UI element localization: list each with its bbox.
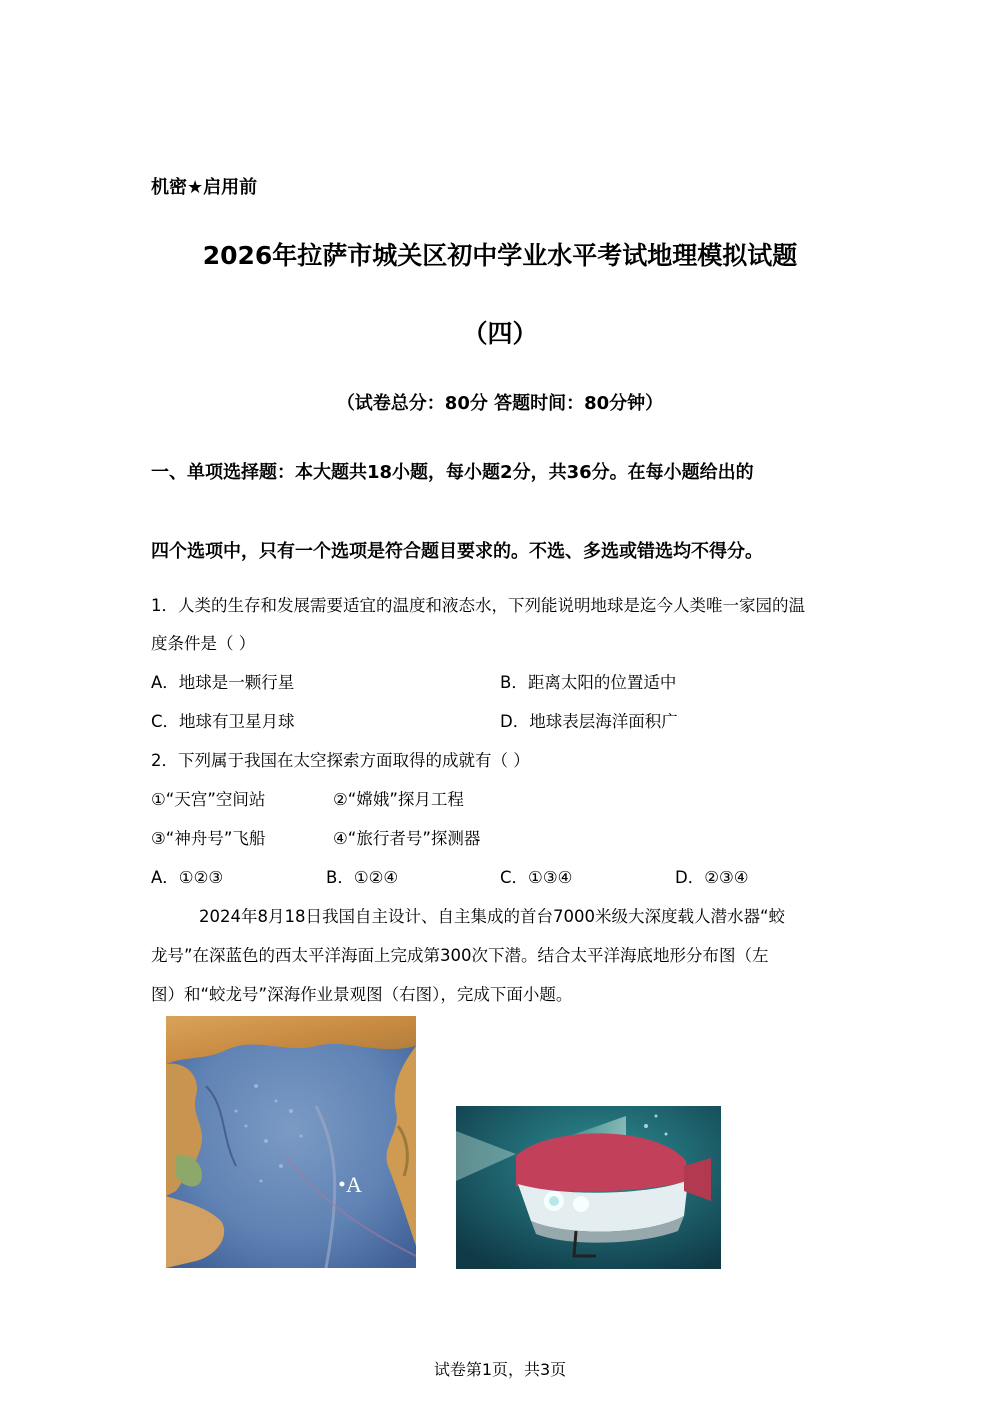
question-1-stem-line1: 1．人类的生存和发展需要适宜的温度和液态水，下列能说明地球是迄今人类唯一家园的温 — [151, 596, 805, 615]
exam-info: （试卷总分：80分 答题时间：80分钟） — [336, 393, 664, 414]
question-2-item-1: ①“天宫”空间站 — [151, 790, 266, 809]
question-2-item-2: ②“嫦娥”探月工程 — [333, 790, 464, 809]
question-2-option-d: D．②③④ — [675, 868, 749, 887]
pacific-seafloor-map — [166, 1016, 416, 1268]
exam-title: 2026年拉萨市城关区初中学业水平考试地理模拟试题 — [202, 241, 798, 270]
passage-line3: 图）和“蛟龙号”深海作业景观图（右图），完成下面小题。 — [151, 985, 573, 1004]
confidential-label: 机密★启用前 — [151, 177, 258, 198]
question-1-option-d: D．地球表层海洋面积广 — [500, 712, 678, 731]
question-1-stem-line2: 度条件是（ ） — [151, 634, 256, 653]
question-2-option-b: B．①②④ — [326, 868, 399, 887]
jiaolong-submersible-image — [456, 1106, 721, 1269]
map-point-label: A — [346, 1172, 362, 1197]
question-2-option-c: C．①③④ — [500, 868, 573, 887]
question-2-item-4: ④“旅行者号”探测器 — [333, 829, 481, 848]
question-2-item-3: ③“神舟号”飞船 — [151, 829, 266, 848]
question-2-stem: 2．下列属于我国在太空探索方面取得的成就有（ ） — [151, 751, 530, 770]
question-1-option-b: B．距离太阳的位置适中 — [500, 673, 677, 692]
passage-line2: 龙号”在深蓝色的西太平洋海面上完成第300次下潜。结合太平洋海底地形分布图（左 — [151, 946, 769, 965]
section-heading-line2: 四个选项中，只有一个选项是符合题目要求的。不选、多选或错选均不得分。 — [151, 541, 763, 562]
page-footer: 试卷第1页，共3页 — [433, 1360, 567, 1379]
question-1-option-c: C．地球有卫星月球 — [151, 712, 295, 731]
passage-line1: 2024年8月18日我国自主设计、自主集成的首台7000米级大深度载人潜水器“蛟 — [199, 907, 786, 926]
question-1-option-a: A．地球是一颗行星 — [151, 673, 295, 692]
question-2-option-a: A．①②③ — [151, 868, 224, 887]
section-heading-line1: 一、单项选择题：本大题共18小题，每小题2分，共36分。在每小题给出的 — [151, 462, 754, 483]
exam-title-number: （四） — [462, 319, 538, 348]
